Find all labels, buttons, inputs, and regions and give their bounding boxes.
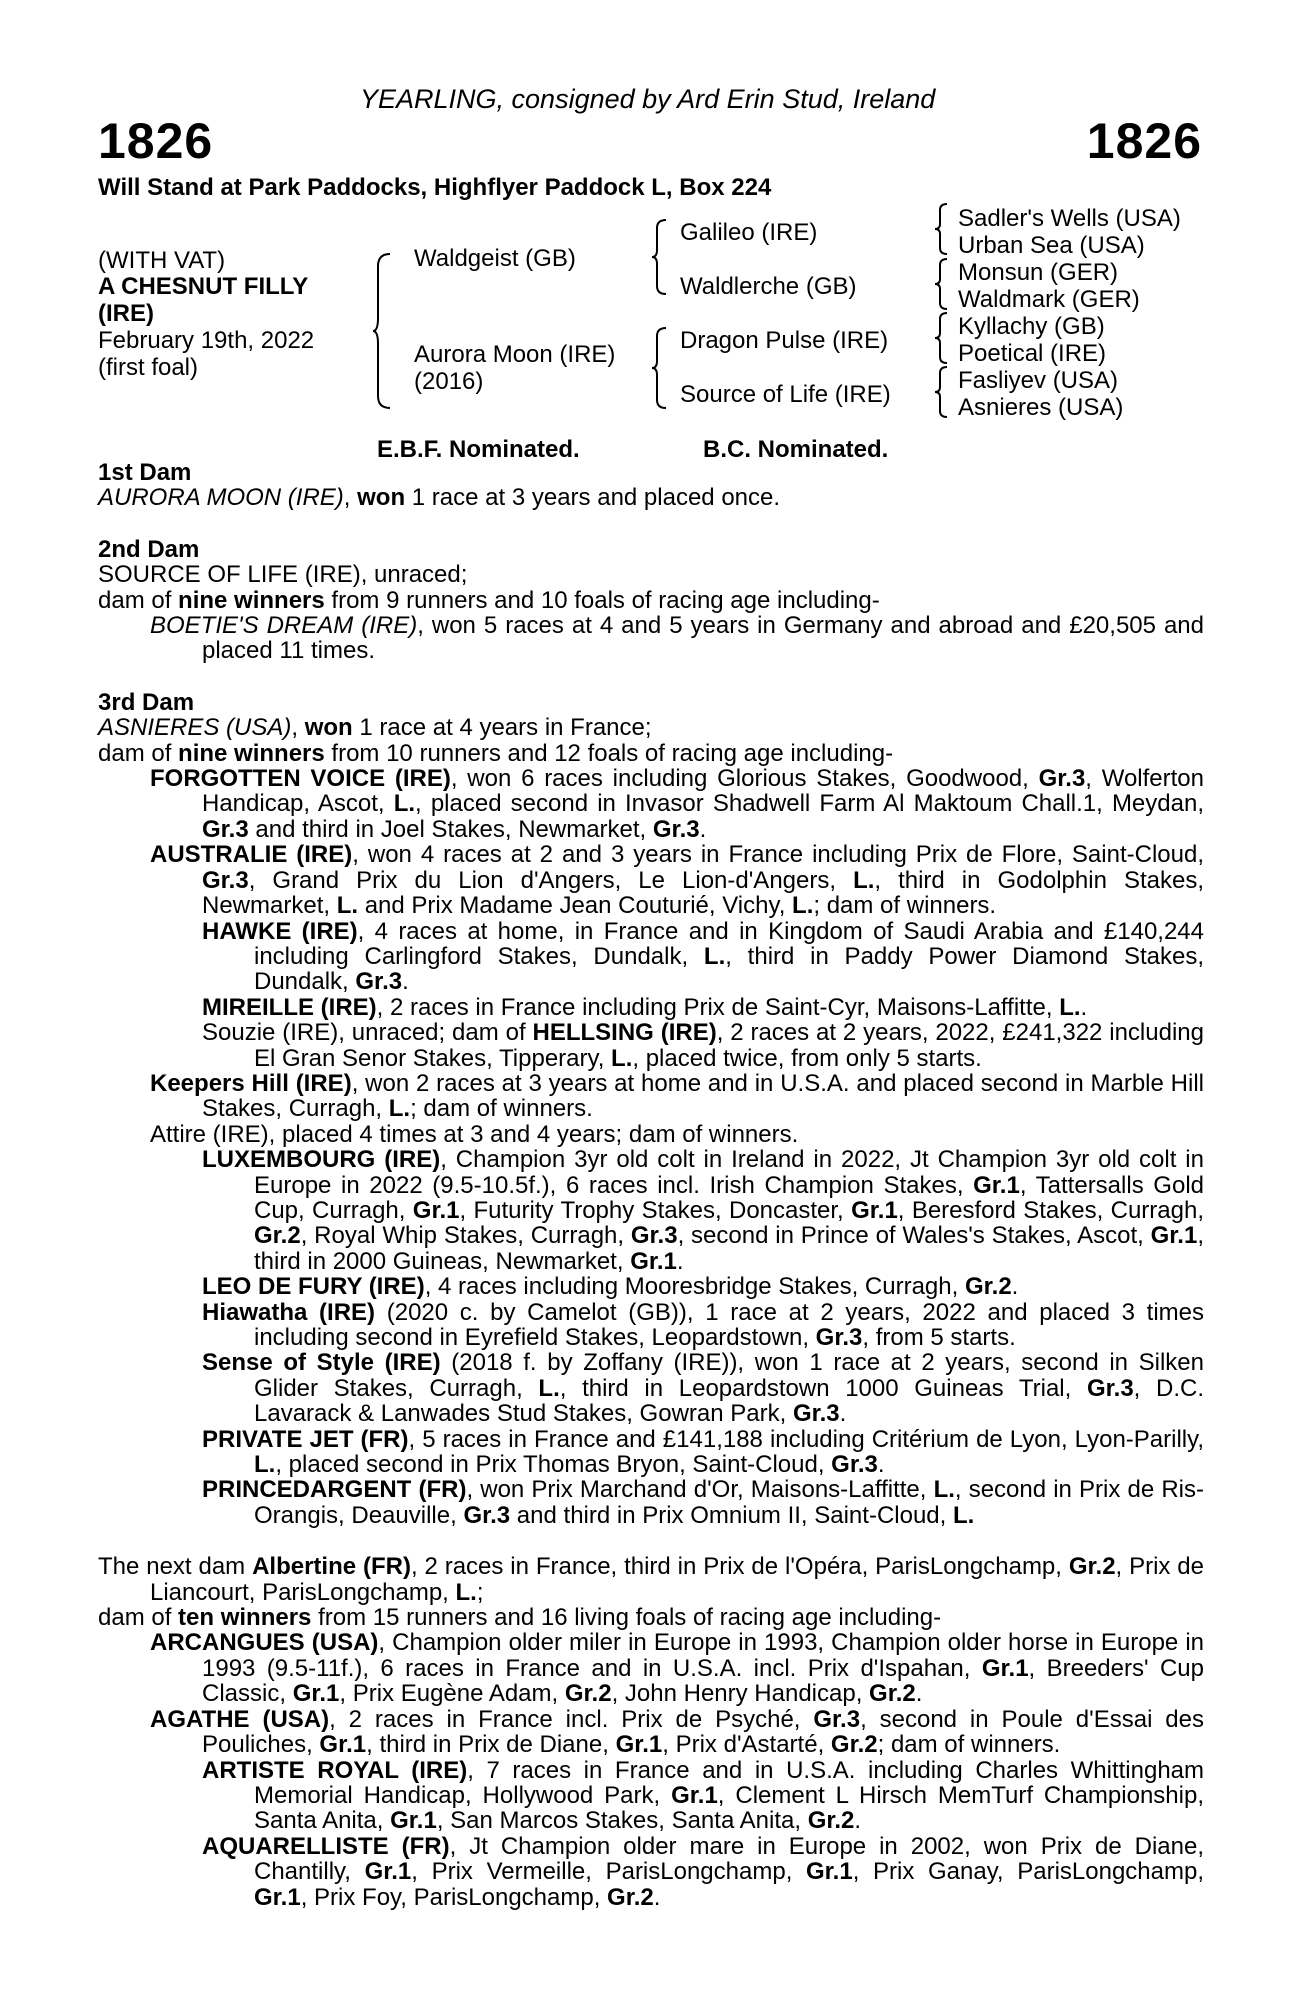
produce-forgotten-voice: FORGOTTEN VOICE (IRE), won 6 races including Glorious Stakes, Goodwood, Gr.3, Wolferton Handicap, Ascot, L., placed second in Invasor Shadwell Farm Al Maktoum Chall.1, Meydan, Gr.3 and third in Joel Stakes, Newmarket, Gr.3. (150, 765, 1204, 843)
produce-luxembourg: LUXEMBOURG (IRE), Champion 3yr old colt in Ireland in 2022, Jt Champion 3yr old colt in Europe in 2022 (9.5-10.5f.), 6 races incl. Irish Champion Stakes, Gr.1, Tattersalls Gold Cup, Curragh, Gr.1, Futurity Trophy Stakes, Doncaster, Gr.1, Beresford Stakes, Curragh, Gr.2, Royal Whip Stakes, Curragh, Gr.3, second in Prince of Wales's Stakes, Ascot, Gr.1, third in 2000 Guineas, Newmarket, Gr.1. (202, 1146, 1204, 1275)
lot-number-left: 1826 (98, 113, 214, 169)
pedigree-dam: Aurora Moon (IRE) (414, 341, 616, 368)
pedigree-brace-ss (934, 202, 950, 256)
horse-name: A CHESNUT FILLY (98, 273, 309, 300)
pedigree-brace-sire (651, 218, 669, 296)
produce-leo-de-fury: LEO DE FURY (IRE), 4 races including Mooresbridge Stakes, Curragh, Gr.2. (202, 1273, 1019, 1301)
first-dam-text: AURORA MOON (IRE), won 1 race at 3 years and placed once. (98, 484, 781, 512)
pedigree-ssd: Urban Sea (USA) (958, 232, 1145, 259)
pedigree-dss: Kyllachy (GB) (958, 313, 1105, 340)
produce-artiste-royal: ARTISTE ROYAL (IRE), 7 races in France and in U.S.A. including Charles Whittingham Memorial Handicap, Hollywood Park, Gr.1, Clement L Hirsch MemTurf Championship, Santa Anita, Gr.1, San Marcos Stakes, Santa Anita, Gr.2. (202, 1756, 1205, 1835)
lot-number-right: 1826 (1086, 113, 1202, 169)
next-dam-produce: dam of ten winners from 15 runners and 16 living foals of racing age including- (98, 1604, 942, 1632)
second-dam-heading: 2nd Dam (98, 535, 200, 563)
produce-aquarelliste: AQUARELLISTE (FR), Jt Champion older mare in Europe in 2002, won Prix de Diane, Chantilly, Gr.1, Prix Vermeille, ParisLongchamp, Gr.1, Prix Ganay, ParisLongchamp, Gr.1, Prix Foy, ParisLongchamp, Gr.2. (202, 1832, 1205, 1911)
pedigree-dam-year: (2016) (414, 368, 484, 395)
consignor-line: YEARLING, consigned by Ard Erin Stud, Ireland (360, 84, 936, 114)
ebf-nomination: E.B.F. Nominated. (377, 436, 580, 463)
pedigree-brace-main (372, 252, 394, 410)
pedigree-sire-dam: Waldlerche (GB) (680, 273, 857, 300)
produce-arcangues: ARCANGUES (USA), Champion older miler in Europe in 1993, Champion older horse in Europe in 1993 (9.5-11f.), 6 races in France and in U.S.A. incl. Prix d'Ispahan, Gr.1, Breeders' Cup Classic, Gr.1, Prix Eugène Adam, Gr.2, John Henry Handicap, Gr.2. (150, 1629, 1205, 1708)
pedigree-dsd: Poetical (IRE) (958, 340, 1107, 367)
second-dam-text: SOURCE OF LIFE (IRE), unraced; (98, 561, 468, 589)
bc-nomination: B.C. Nominated. (703, 436, 889, 463)
foal-note: (first foal) (98, 354, 199, 381)
pedigree-brace-dam (651, 326, 669, 410)
produce-boeties-dream: BOETIE'S DREAM (IRE), won 5 races at 4 and 5 years in Germany and abroad and £20,505 and placed 11 times. (150, 612, 1205, 665)
pedigree-brace-dd (934, 365, 950, 419)
pedigree-brace-ds (934, 311, 950, 365)
third-dam-text: ASNIERES (USA), won 1 race at 4 years in France; (98, 714, 652, 742)
vat-note: (WITH VAT) (98, 247, 226, 274)
third-dam-heading: 3rd Dam (98, 688, 195, 716)
produce-souzie: Souzie (IRE), unraced; dam of HELLSING (IRE), 2 races at 2 years, 2022, £241,322 including El Gran Senor Stakes, Tipperary, L., placed twice, from only 5 starts. (202, 1019, 1204, 1072)
third-dam-produce: dam of nine winners from 10 runners and 12 foals of racing age including- (98, 739, 894, 767)
produce-record (98, 460, 1204, 1910)
next-dam-text: The next dam Albertine (FR), 2 races in France, third in Prix de l'Opéra, ParisLongchamp, Gr.2, Prix de Liancourt, ParisLongchamp, L.; (98, 1553, 1205, 1606)
produce-princedargent: PRINCEDARGENT (FR), won Prix Marchand d'Or, Maisons-Laffitte, L., second in Prix de Ris-Orangis, Deauville, Gr.3 and third in Prix Omnium II, Saint-Cloud, L. (202, 1476, 1204, 1529)
produce-hiawatha: Hiawatha (IRE) (2020 c. by Camelot (GB)), 1 race at 2 years, 2022 and placed 3 times including second in Eyrefield Stakes, Leopardstown, Gr.3, from 5 starts. (202, 1298, 1204, 1351)
produce-keepers-hill: Keepers Hill (IRE), won 2 races at 3 years at home and in U.S.A. and placed second in Marble Hill Stakes, Curragh, L.; dam of winners. (150, 1069, 1204, 1123)
stand-location: Will Stand at Park Paddocks, Highflyer Paddock L, Box 224 (98, 174, 772, 201)
produce-private-jet: PRIVATE JET (FR), 5 races in France and £141,188 including Critérium de Lyon, Lyon-Parilly, L., placed second in Prix Thomas Bryon, Saint-Cloud, Gr.3. (202, 1425, 1205, 1479)
produce-australie: AUSTRALIE (IRE), won 4 races at 2 and 3 years in France including Prix de Flore, Saint-Cloud, Gr.3, Grand Prix du Lion d'Angers, Le Lion-d'Angers, L., third in Godolphin Stakes, Newmarket, L. and Prix Madame Jean Couturié, Vichy, L.; dam of winners. (150, 841, 1204, 920)
second-dam-produce: dam of nine winners from 9 runners and 10 foals of racing age including- (98, 586, 880, 614)
pedigree-sdd: Waldmark (GER) (958, 286, 1140, 313)
first-dam-heading: 1st Dam (98, 459, 192, 486)
pedigree-sire: Waldgeist (GB) (414, 245, 576, 272)
horse-name-country: (IRE) (98, 300, 154, 327)
pedigree-sss: Sadler's Wells (USA) (958, 205, 1181, 232)
pedigree-sds: Monsun (GER) (958, 259, 1119, 286)
produce-sense-of-style: Sense of Style (IRE) (2018 f. by Zoffany (IRE)), won 1 race at 2 years, second in Silken Glider Stakes, Curragh, L., third in Leopardstown 1000 Guineas Trial, Gr.3, D.C. Lavarack & Lanwades Stud Stakes, Gowran Park, Gr.3. (202, 1349, 1204, 1428)
produce-mireille: MIREILLE (IRE), 2 races in France including Prix de Saint-Cyr, Maisons-Laffitte, L.. (202, 993, 1088, 1021)
pedigree-dam-dam: Source of Life (IRE) (680, 381, 891, 408)
pedigree-sire-sire: Galileo (IRE) (680, 219, 818, 246)
produce-attire: Attire (IRE), placed 4 times at 3 and 4 years; dam of winners. (150, 1120, 799, 1148)
pedigree-brace-sd (934, 257, 950, 311)
produce-hawke: HAWKE (IRE), 4 races at home, in France and in Kingdom of Saudi Arabia and £140,244 including Carlingford Stakes, Dundalk, L., third in Paddy Power Diamond Stakes, Dundalk, Gr.3. (202, 917, 1205, 996)
pedigree-ddd: Asnieres (USA) (958, 394, 1124, 421)
produce-agathe: AGATHE (USA), 2 races in France incl. Prix de Psyché, Gr.3, second in Poule d'Essai des Pouliches, Gr.1, third in Prix de Diane, Gr.1, Prix d'Astarté, Gr.2; dam of winners. (150, 1705, 1204, 1759)
date-of-birth: February 19th, 2022 (98, 327, 315, 354)
pedigree-dam-sire: Dragon Pulse (IRE) (680, 327, 889, 354)
pedigree-dds: Fasliyev (USA) (958, 367, 1119, 394)
